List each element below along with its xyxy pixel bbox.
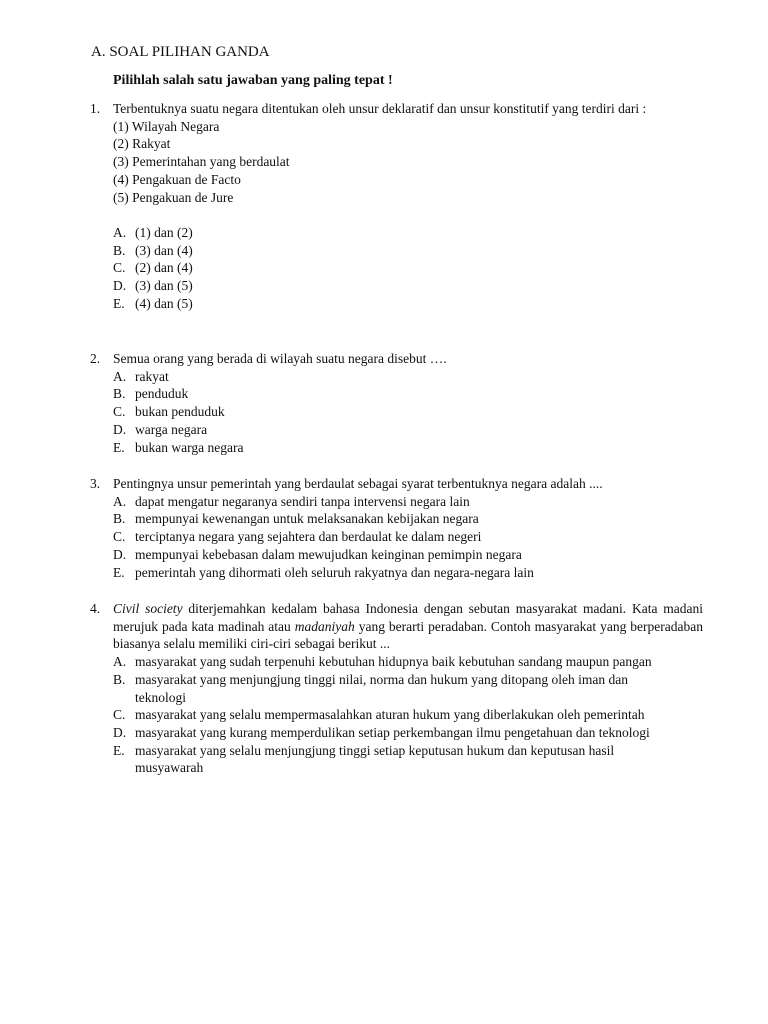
option-letter: B. (113, 242, 126, 258)
question-text-part: diterjemahkan kedalam bahasa Indonesia dengan sebutan masyarakat madani. Kata madani merujuk pada kata madinah atau (113, 601, 703, 634)
list-item: (5) Pengakuan de Jure (113, 189, 234, 205)
answer-option[interactable] (113, 493, 710, 511)
section-title: A. SOAL PILIHAN GANDA (91, 44, 270, 60)
option-letter: E. (113, 439, 125, 455)
option-text: mempunyai kebebasan dalam mewujudkan keinginan pemimpin negara (135, 546, 522, 562)
option-text: bukan penduduk (135, 404, 225, 420)
question-4 (90, 600, 710, 777)
option-letter: E. (113, 564, 125, 580)
question-number: 4. (90, 601, 101, 616)
option-letter: D. (113, 421, 127, 437)
option-text: warga negara (135, 421, 208, 437)
italic-term: madaniyah (294, 618, 355, 634)
option-text: masyarakat yang menjungjung tinggi nilai, norma dan hukum yang ditopang oleh iman dan teknologi (135, 671, 629, 705)
answer-option[interactable] (113, 706, 655, 724)
answer-option[interactable] (113, 742, 655, 777)
answer-option[interactable] (113, 403, 710, 421)
answer-option[interactable] (113, 528, 710, 546)
question-1 (90, 100, 710, 312)
instruction: Pilihlah salah satu jawaban yang paling tepat ! (113, 73, 393, 88)
list-item: (3) Pemerintahan yang berdaulat (113, 154, 290, 170)
option-letter: C. (113, 260, 126, 276)
question-text-part: yang berarti peradaban. Contoh masyarakat yang berperadaban biasanya selalu memiliki ciri-ciri sebagai berikut ... (113, 618, 703, 652)
option-text: dapat mengatur negaranya sendiri tanpa intervensi negara lain (135, 493, 470, 509)
option-letter: D. (113, 546, 127, 562)
answer-option[interactable] (113, 259, 710, 277)
option-text: bukan warga negara (135, 439, 244, 455)
answer-option[interactable] (113, 439, 710, 457)
option-text: masyarakat yang selalu menjungjung tinggi setiap keputusan hukum dan keputusan hasil musyawarah (135, 742, 615, 776)
option-text: (4) dan (5) (135, 295, 193, 311)
option-letter: A. (113, 493, 127, 509)
question-number: 2. (90, 351, 101, 366)
question-text: Pentingnya unsur pemerintah yang berdaulat sebagai syarat terbentuknya negara adalah .... (113, 476, 603, 491)
question-number: 3. (90, 476, 101, 491)
question-number: 1. (90, 101, 101, 116)
option-letter: B. (113, 386, 126, 402)
option-letter: A. (113, 654, 127, 670)
option-text: masyarakat yang selalu mempermasalahkan aturan hukum yang diberlakukan oleh pemerintah (135, 707, 645, 723)
option-letter: C. (113, 707, 126, 723)
option-letter: E. (113, 295, 125, 311)
question-text (113, 600, 703, 653)
option-letter: C. (113, 404, 126, 420)
question-2 (90, 350, 710, 456)
option-text: (3) dan (5) (135, 278, 193, 294)
answer-option[interactable] (113, 295, 710, 313)
list-item: (1) Wilayah Negara (113, 118, 220, 134)
option-text: mempunyai kewenangan untuk melaksanakan kebijakan negara (135, 511, 479, 527)
question-text: Terbentuknya suatu negara ditentukan oleh unsur deklaratif dan unsur konstitutif yang terdiri dari : (113, 101, 647, 116)
option-text: penduduk (135, 386, 189, 402)
option-letter: C. (113, 529, 126, 545)
option-text: rakyat (135, 368, 169, 384)
option-letter: D. (113, 724, 127, 740)
list-item: (2) Rakyat (113, 136, 171, 152)
answer-option[interactable] (113, 546, 710, 564)
answer-option[interactable] (113, 564, 710, 582)
option-letter: B. (113, 671, 126, 687)
option-text: pemerintah yang dihormati oleh seluruh rakyatnya dan negara-negara lain (135, 564, 534, 580)
option-text: (2) dan (4) (135, 260, 193, 276)
italic-term: Civil society (113, 601, 183, 616)
answer-option[interactable] (113, 724, 655, 742)
option-text: masyarakat yang sudah terpenuhi kebutuhan hidupnya baik kebutuhan sandang maupun pangan (135, 654, 652, 670)
option-letter: E. (113, 742, 125, 758)
option-letter: D. (113, 278, 127, 294)
answer-option[interactable] (113, 277, 710, 295)
answer-option[interactable] (113, 421, 710, 439)
answer-option[interactable] (113, 653, 655, 671)
list-item: (4) Pengakuan de Facto (113, 171, 241, 187)
option-text: (1) dan (2) (135, 224, 193, 240)
answer-option[interactable] (113, 385, 710, 403)
answer-option[interactable] (113, 242, 710, 260)
option-letter: B. (113, 511, 126, 527)
question-text: Semua orang yang berada di wilayah suatu negara disebut …. (113, 351, 447, 366)
answer-option[interactable] (113, 671, 655, 706)
option-text: terciptanya negara yang sejahtera dan berdaulat ke dalam negeri (135, 529, 482, 545)
answer-option[interactable] (113, 368, 710, 386)
question-3 (90, 475, 710, 581)
option-letter: A. (113, 368, 127, 384)
answer-option[interactable] (113, 510, 710, 528)
option-text: masyarakat yang kurang memperdulikan setiap perkembangan ilmu pengetahuan dan teknologi (135, 724, 650, 740)
option-letter: A. (113, 224, 127, 240)
answer-option[interactable] (113, 224, 710, 242)
option-text: (3) dan (4) (135, 242, 193, 258)
